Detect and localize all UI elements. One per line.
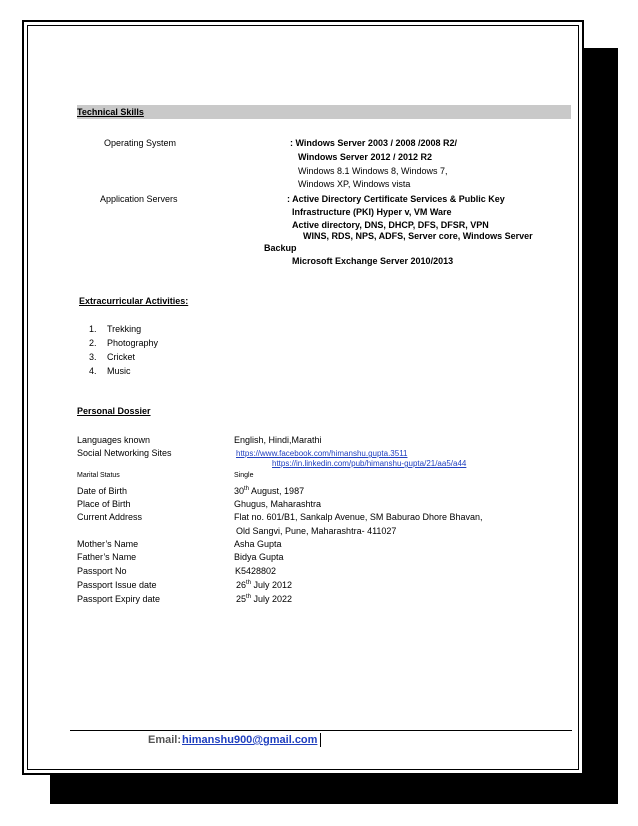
social-label: Social Networking Sites — [77, 448, 172, 458]
dob-suffix: th — [244, 486, 250, 492]
father-label: Father’s Name — [77, 552, 137, 562]
app-line-3: Active directory, DNS, DHCP, DFS, DFSR, VPN — [292, 220, 489, 230]
app-line-6: Microsoft Exchange Server 2010/2013 — [292, 256, 454, 266]
technical-skills-header — [77, 105, 571, 119]
page-shadow-bottom — [50, 775, 618, 804]
app-line-2: Infrastructure (PKI) Hyper v, VM Ware — [292, 207, 452, 217]
father-value: Bidya Gupta — [234, 552, 284, 562]
technical-skills-heading: Technical Skills — [77, 107, 144, 117]
app-line-1: : Active Directory Certificate Services & Public Key — [287, 194, 505, 204]
passport-label: Passport No — [77, 566, 127, 576]
os-line-4: Windows XP, Windows vista — [298, 179, 411, 189]
expiry-day: 25 — [236, 594, 247, 604]
footer-divider — [70, 730, 572, 731]
list-number: 2. — [89, 338, 97, 348]
list-item — [89, 352, 136, 362]
resume-page — [22, 20, 584, 775]
pob-label: Place of Birth — [77, 499, 131, 509]
mother-value: Asha Gupta — [234, 539, 282, 549]
os-line-3: Windows 8.1 Windows 8, Windows 7, — [298, 166, 448, 176]
issue-label: Passport Issue date — [77, 580, 157, 590]
marital-value: Single — [234, 472, 254, 479]
list-item-label: Music — [107, 366, 131, 376]
passport-value: K5428802 — [235, 566, 277, 576]
issue-suffix: th — [246, 580, 252, 586]
linkedin-link[interactable]: https://in.linkedin.com/pub/himanshu-gupta/21/aa5/a44 — [272, 459, 467, 468]
email-label: Email: — [148, 734, 182, 746]
page-shadow-right — [584, 48, 618, 804]
expiry-label: Passport Expiry date — [77, 594, 161, 604]
os-line-2: Windows Server 2012 / 2012 R2 — [298, 152, 432, 162]
marital-label: Marital Status — [77, 472, 120, 479]
os-line-1: : Windows Server 2003 / 2008 /2008 R2/ — [290, 138, 458, 148]
list-item — [89, 366, 131, 376]
expiry-value — [236, 594, 292, 604]
app-line-5: Backup — [264, 243, 297, 253]
dob-rest: August, 1987 — [249, 486, 305, 496]
dob-value — [234, 486, 304, 496]
expiry-rest: July 2022 — [251, 594, 293, 604]
pob-value: Ghugus, Maharashtra — [234, 499, 322, 509]
email-link[interactable]: himanshu900@gmail.com — [182, 734, 318, 746]
issue-day: 26 — [236, 580, 247, 590]
page-inner-border — [27, 25, 579, 770]
list-item-label: Trekking — [107, 324, 142, 334]
footer-divider-mark — [320, 733, 321, 747]
list-item — [89, 324, 142, 334]
app-line-4: WINS, RDS, NPS, ADFS, Server core, Windows Server — [303, 231, 533, 241]
dob-label: Date of Birth — [77, 486, 128, 496]
dob-day: 30 — [234, 486, 245, 496]
os-label: Operating System — [104, 138, 177, 148]
mother-label: Mother’s Name — [77, 539, 139, 549]
list-item-label: Photography — [107, 338, 159, 348]
languages-value: English, Hindi,Marathi — [234, 435, 322, 445]
list-number: 4. — [89, 366, 97, 376]
list-number: 3. — [89, 352, 97, 362]
list-number: 1. — [89, 324, 97, 334]
issue-value — [236, 580, 292, 590]
list-item — [89, 338, 159, 348]
personal-dossier-heading: Personal Dossier — [77, 406, 151, 416]
address-line-2: Old Sangvi, Pune, Maharashtra- 411027 — [236, 526, 397, 536]
address-line-1: Flat no. 601/B1, Sankalp Avenue, SM Baburao Dhore Bhavan, — [234, 512, 483, 522]
languages-label: Languages known — [77, 435, 151, 445]
issue-rest: July 2012 — [251, 580, 293, 590]
address-label: Current Address — [77, 512, 143, 522]
list-item-label: Cricket — [107, 352, 136, 362]
app-servers-label: Application Servers — [100, 194, 178, 204]
facebook-link[interactable]: https://www.facebook.com/himanshu.gupta.3511 — [236, 449, 408, 458]
expiry-suffix: th — [246, 594, 252, 600]
extracurricular-heading: Extracurricular Activities: — [79, 296, 189, 306]
